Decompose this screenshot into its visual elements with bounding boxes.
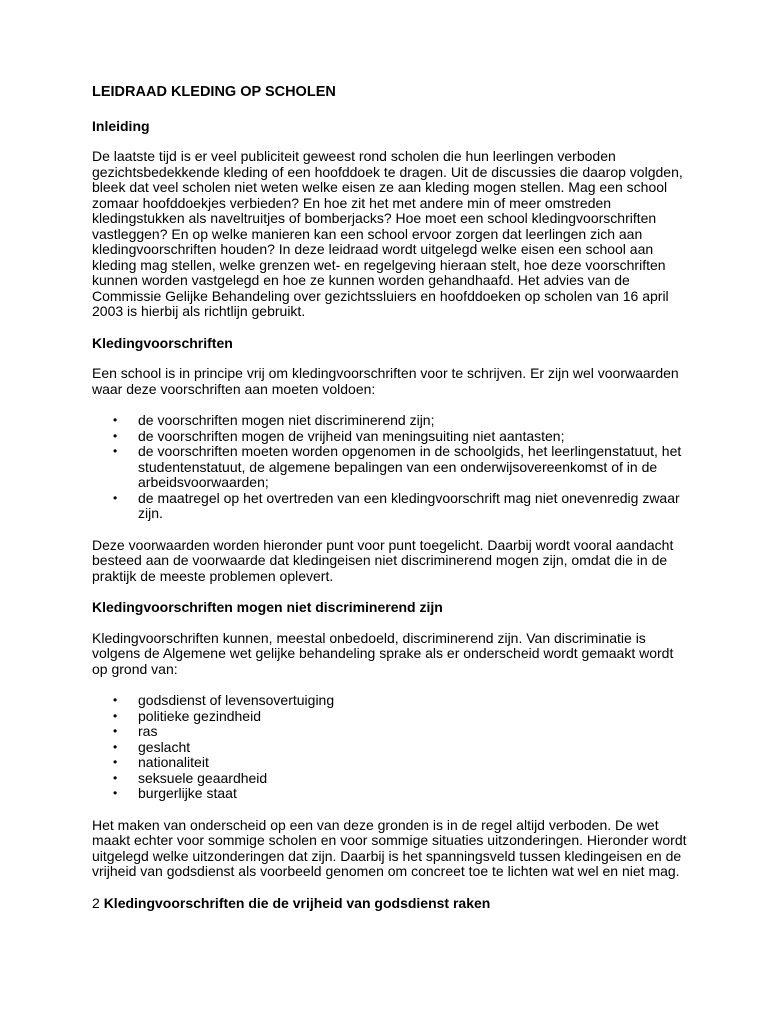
intro-paragraph: De laatste tijd is er veel publiciteit geweest rond scholen die hun leerlingen verboden gezichtsbedekkende kleding of een hoofddoek te dragen. Uit de discussies die daarop volgden, bleek dat veel scholen niet weten welke eisen ze aan kleding mogen stellen. Mag een school zomaar hoofddoekjes verbieden? En hoe zit het met andere min of meer omstreden kledingstukken als naveltruitjes of bomberjacks? Hoe moet een school kledingvoorschriften vastleggen? En op welke manieren kan een school ervoor zorgen dat leerlingen zich aan kledingvoorschriften houden? In deze leidraad wordt uitgelegd welke eisen een school aan kleding mag stellen, welke grenzen wet- en regelgeving hieraan stelt, hoe deze voorschriften kunnen worden vastgelegd en hoe ze kunnen worden gehandhaafd. Het advies van de Commissie Gelijke Behandeling over gezichtssluiers en hoofddoeken op scholen van 16 april 2003 is hierbij als richtlijn gebruikt. [92,148,683,319]
section-number: 2 [92,894,100,911]
list-item: • seksuele geaardheid [92,771,692,787]
section1-paragraph: Een school is in principe vrij om kledingvoorschriften voor te schrijven. Er zijn wel voorwaarden waar deze voorschriften aan moeten voldoen: [92,365,679,397]
section-heading-godsdienst [92,896,692,912]
list-item: • de voorschriften mogen de vrijheid van meningsuiting niet aantasten; [92,429,692,445]
section1-paragraph-2: Deze voorwaarden worden hieronder punt voor punt toegelicht. Daarbij wordt vooral aandacht besteed aan de voorwaarde dat kledingeisen niet discriminerend mogen zijn, omdat die in de praktijk de meeste problemen oplevert. [92,536,674,584]
conditions-list [92,413,692,522]
list-item: • de voorschriften moeten worden opgenomen in de schoolgids, het leerlingenstatuut, het studentenstatuut, de algemene bepalingen van een onderwijsovereenkomst of in de arbeidsvoorwaarden; [92,444,692,491]
section2-paragraph-2: Het maken van onderscheid op een van deze gronden is in de regel altijd verboden. De wet maakt echter voor sommige scholen en voor sommige situaties uitzonderingen. Hieronder wordt uitgelegd welke uitzonderingen dat zijn. Daarbij is het spanningsveld tussen kledingeisen en de vrijheid van godsdienst als voorbeeld genomen om concreet toe te lichten wat wel en niet mag. [92,816,687,879]
section-heading-discriminatie: Kledingvoorschriften mogen niet discriminerend zijn [92,599,443,615]
list-item: • ras [92,724,692,740]
list-item: • burgerlijke staat [92,786,692,802]
list-item: • geslacht [92,740,692,756]
document-title: LEIDRAAD KLEDING OP SCHOLEN [92,84,336,100]
list-item: • de maatregel op het overtreden van een kledingvoorschrift mag niet onevenredig zwaar zijn. [92,491,692,522]
document-page [92,85,692,911]
section-heading-text: Kledingvoorschriften die de vrijheid van godsdienst raken [103,894,491,911]
grounds-list [92,693,692,802]
list-item: • de voorschriften mogen niet discriminerend zijn; [92,413,692,429]
list-item: • politieke gezindheid [92,709,692,725]
section2-paragraph: Kledingvoorschriften kunnen, meestal onbedoeld, discriminerend zijn. Van discriminatie is volgens de Algemene wet gelijke behandeling sprake als er onderscheid wordt gemaakt wordt op grond van: [92,629,674,677]
intro-heading: Inleiding [92,117,150,134]
list-item: • godsdienst of levensovertuiging [92,693,692,709]
section-heading-kledingvoorschriften: Kledingvoorschriften [92,334,233,351]
list-item: • nationaliteit [92,755,692,771]
